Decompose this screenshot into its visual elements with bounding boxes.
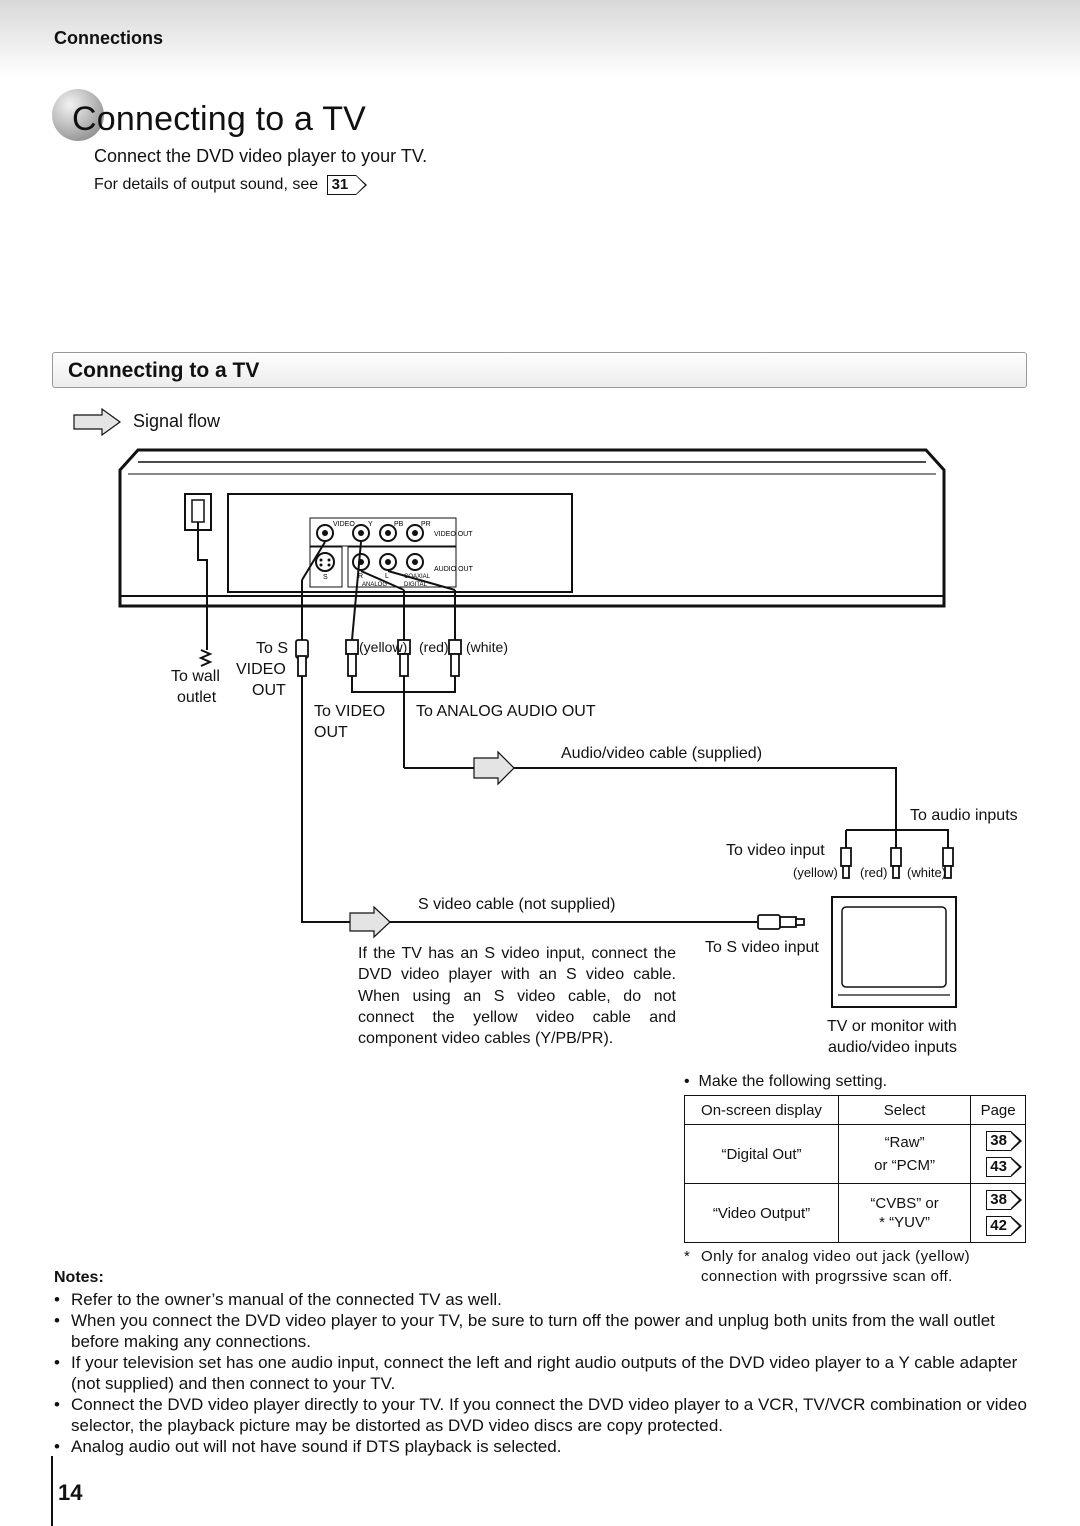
settings-table (684, 1095, 1026, 1243)
table-row (685, 1125, 1026, 1184)
to-wall-label-1: To wall (171, 668, 220, 685)
section-label: Connections (54, 28, 164, 48)
to-s-video-out-label-3: OUT (252, 682, 286, 699)
to-audio-inputs-label: To audio inputs (910, 807, 1018, 824)
list-item: • Refer to the owner’s manual of the connected TV as well. (52, 1289, 1027, 1310)
page-title: Connecting to a TV (72, 100, 367, 138)
red-label: (red) (419, 639, 449, 655)
to-video-input-label: To video input (726, 842, 825, 859)
signal-flow-arrow-icon (72, 407, 124, 437)
tv-white-label: (white) (907, 865, 947, 880)
display-cell: “Digital Out” (685, 1125, 839, 1184)
list-item: • Analog audio out will not have sound if DTS playback is selected. (52, 1436, 1027, 1457)
tv-monitor-icon (832, 897, 956, 1007)
page-cell (971, 1184, 1026, 1243)
tv-label-2: audio/video inputs (828, 1039, 957, 1056)
page-number-rule (51, 1456, 53, 1526)
list-item: • If your television set has one audio input, connect the left and right audio outputs of the DVD video player to a Y cable adapter (not supplied) and then connect to your TV. (52, 1352, 1027, 1394)
header-select: Select (838, 1096, 970, 1125)
flow-arrow-av-icon (474, 752, 514, 784)
tv-label-1: TV or monitor with (827, 1018, 957, 1035)
svg-text:S: S (323, 574, 328, 581)
svg-text:PR: PR (421, 521, 431, 528)
page-badge[interactable]: 38 (986, 1131, 1011, 1151)
svg-text:L: L (385, 573, 389, 580)
svg-text:PB: PB (394, 521, 404, 528)
list-item: • Connect the DVD video player directly to your TV. If you connect the DVD video player to a VCR, TV/VCR combination or video selector, the playback picture may be distorted as DVD video discs are copy protected. (52, 1394, 1027, 1436)
see-text: For details of output sound, see (94, 176, 319, 193)
svg-text:DIGITAL: DIGITAL (404, 582, 427, 588)
page-number: 14 (58, 1480, 83, 1505)
select-cell: “CVBS” or * “YUV” (838, 1184, 970, 1243)
av-cable-label: Audio/video cable (supplied) (561, 745, 763, 762)
table-row (685, 1184, 1026, 1243)
subsection-heading (52, 352, 1027, 388)
to-video-out-label-1: To VIDEO (314, 703, 386, 720)
dvd-player-rear (120, 450, 944, 606)
display-cell: “Video Output” (685, 1184, 839, 1243)
svg-text:VIDEO: VIDEO (333, 521, 355, 528)
footnote: * Only for analog video out jack (yellow) connection with progrssive scan off. (684, 1248, 971, 1285)
notes-title: Notes: (54, 1269, 104, 1286)
header-display: On-screen display (685, 1096, 839, 1125)
page-reference-badge[interactable]: 31 (327, 175, 357, 195)
page-badge[interactable]: 38 (986, 1190, 1011, 1210)
svg-text:VIDEO OUT: VIDEO OUT (434, 531, 473, 538)
to-analog-audio-out-label: To ANALOG AUDIO OUT (416, 703, 596, 720)
page-badge[interactable]: 42 (986, 1216, 1011, 1236)
svg-text:R: R (358, 573, 364, 580)
to-s-video-out-label-2: VIDEO (236, 661, 286, 678)
select-cell: “Raw” or “PCM” (838, 1125, 970, 1184)
to-video-out-label-2: OUT (314, 724, 348, 741)
to-s-video-input-label: To S video input (705, 939, 819, 956)
flow-arrow-s-video-icon (350, 907, 390, 937)
header-page: Page (971, 1096, 1026, 1125)
to-s-video-out-label-1: To S (256, 640, 289, 657)
svg-text:Y: Y (368, 521, 373, 528)
s-video-paragraph: If the TV has an S video input, connect the DVD video player with an S video cable. When using an S video cable, do not connect the yellow video cable and component video cables (Y/PB/PR). (358, 945, 676, 1048)
s-cable-label: S video cable (not supplied) (418, 896, 616, 913)
svg-text:ANALOG: ANALOG (362, 582, 388, 588)
yellow-label: (yellow) (359, 639, 408, 655)
svg-text:AUDIO OUT: AUDIO OUT (434, 566, 473, 573)
intro-text: Connect the DVD video player to your TV. (94, 146, 428, 166)
to-wall-label-2: outlet (177, 689, 217, 706)
signal-flow-label: Signal flow (133, 411, 221, 431)
list-item: • When you connect the DVD video player to your TV, be sure to turn off the power and unplug both units from the wall outlet before making any connections. (52, 1310, 1027, 1352)
tv-yellow-label: (yellow) (793, 865, 838, 880)
table-header-row (685, 1096, 1026, 1125)
make-setting-text: • Make the following setting. (684, 1073, 888, 1090)
svg-text:COAXIAL: COAXIAL (404, 574, 431, 580)
see-reference (94, 175, 356, 195)
subsection-title: Connecting to a TV (68, 359, 260, 382)
tv-red-label: (red) (860, 865, 888, 880)
page-cell (971, 1125, 1026, 1184)
notes-list (52, 1289, 1027, 1457)
page-badge[interactable]: 43 (986, 1157, 1011, 1177)
white-label: (white) (466, 639, 509, 655)
